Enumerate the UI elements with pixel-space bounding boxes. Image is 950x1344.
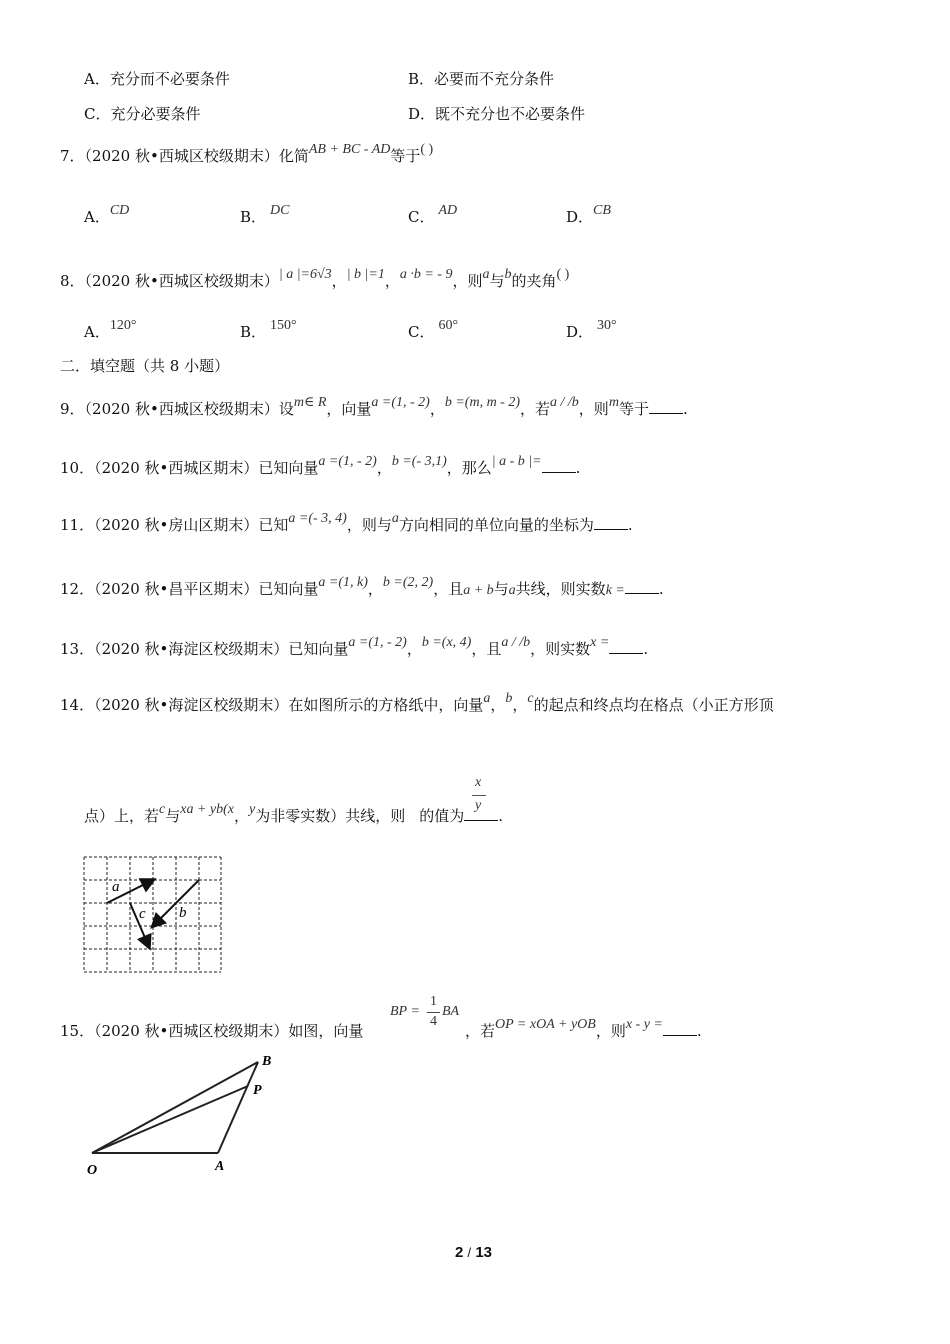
q8-source: （2020 秋•西城区校级期末） xyxy=(84,272,279,290)
point-b-label: B xyxy=(262,1054,272,1069)
q13-answer-blank[interactable] xyxy=(609,639,643,654)
q15-answer-blank[interactable] xyxy=(663,1021,697,1036)
question-15: 15．（2020 秋•西城区校级期末）如图，向量 xyxy=(60,1022,364,1040)
q6-option-a: A．充分而不必要条件 xyxy=(84,70,230,88)
q15-frac-num: 1 xyxy=(430,994,437,1009)
q14-grid-figure xyxy=(82,855,224,975)
q15-triangle-figure xyxy=(82,1050,282,1182)
q8-option-a: A．120° xyxy=(84,318,137,341)
q14-answer-blank[interactable] xyxy=(464,806,498,821)
q12-answer-blank[interactable] xyxy=(625,579,659,594)
q9-answer-blank[interactable] xyxy=(649,399,683,414)
q7-option-b: B． DC xyxy=(240,203,290,226)
q15-rest: ，若OP = xOA + yOB，则x - y = . xyxy=(465,1017,702,1040)
label-c: c xyxy=(139,906,146,922)
q7-number: 7． xyxy=(60,147,85,165)
page-sep: / xyxy=(467,1245,472,1260)
question-8: 8．（2020 秋•西城区校级期末）| a |=6√3，| b |=1，a ·b = - 9，则a与b的夹角( ) xyxy=(60,267,570,290)
q10-answer-blank[interactable] xyxy=(542,458,576,473)
question-13: 13．（2020 秋•海淀区校级期末）已知向量a =(1, - 2)，b =(x, 4)，且a / /b，则实数x = . xyxy=(60,635,649,658)
q15-rhs: BA xyxy=(442,1004,460,1019)
q7-option-d: D．CB xyxy=(566,203,611,226)
segment-ob xyxy=(92,1062,258,1153)
q7-option-a: A．CD xyxy=(84,203,130,226)
question-11: 11．（2020 秋•房山区期末）已知a =(- 3, 4)，则与a方向相同的单位向量的坐标为 . xyxy=(60,511,633,534)
q11-answer-blank[interactable] xyxy=(594,515,628,530)
q8-cond1: | a |=6√3 xyxy=(278,267,332,282)
q7-tail: 等于 xyxy=(390,147,421,165)
segment-ab xyxy=(218,1062,258,1153)
segment-op xyxy=(92,1086,248,1153)
q7-expr: AB + BC - AD xyxy=(308,142,391,157)
q7-paren: ( ) xyxy=(420,142,434,157)
q7-source: （2020 秋•西城区校级期末）化简 xyxy=(84,147,309,165)
question-7 xyxy=(60,142,434,166)
question-12: 12．（2020 秋•昌平区期末）已知向量a =(1, k)，b =(2, 2)，且a + b与a共线，则实数k = . xyxy=(60,575,664,598)
section-heading: 二．填空题（共 8 小题） xyxy=(60,357,230,375)
label-a: a xyxy=(112,879,120,895)
q8-option-c: C． 60° xyxy=(408,318,459,341)
q15-lhs: BP = xyxy=(390,1004,420,1019)
label-b: b xyxy=(179,905,187,921)
point-p-label: P xyxy=(253,1083,262,1098)
question-14: 14．（2020 秋•海淀区校级期末）在如图所示的方格纸中，向量a，b，c的起点和终点均在格点（小正方形顶 xyxy=(60,691,774,714)
q14-frac-num: x xyxy=(475,775,482,790)
q6-option-b: B．必要而不充分条件 xyxy=(408,70,555,88)
q15-frac-bar xyxy=(427,1012,440,1013)
question-10: 10．（2020 秋•西城区期末）已知向量a =(1, - 2)，b =(- 3,1)，那么| a - b |= . xyxy=(60,454,581,477)
point-a-label: A xyxy=(215,1159,225,1174)
question-14-line-2: 点）上，若c与xa + yb(x，y为非零实数）共线，则 的值为 . xyxy=(84,802,504,825)
question-9: 9．（2020 秋•西城区校级期末）设m∈ R，向量a =(1, - 2)，b =(m, m - 2)，若a / /b，则m等于 . xyxy=(60,395,688,418)
q6-option-d: D．既不充分也不必要条件 xyxy=(408,105,586,123)
q8-option-b: B． 150° xyxy=(240,318,297,341)
q14-frac-den: y xyxy=(475,798,482,813)
q7-option-c: C． AD xyxy=(408,203,458,226)
q8-number: 8． xyxy=(60,272,85,290)
q14-frac-bar xyxy=(472,795,486,796)
q8-cond2: | b |=1 xyxy=(346,267,385,282)
q6-option-c: C．充分必要条件 xyxy=(84,105,201,123)
page-current: 2 xyxy=(455,1244,464,1261)
q8-cond3: a ·b = - 9 xyxy=(399,267,453,282)
point-o-label: O xyxy=(87,1163,98,1178)
q15-frac-den: 4 xyxy=(430,1014,437,1029)
q8-option-d: D． 30° xyxy=(566,318,617,341)
page-number xyxy=(455,1244,492,1261)
grid-lines xyxy=(84,857,221,972)
page-total: 13 xyxy=(475,1244,492,1261)
